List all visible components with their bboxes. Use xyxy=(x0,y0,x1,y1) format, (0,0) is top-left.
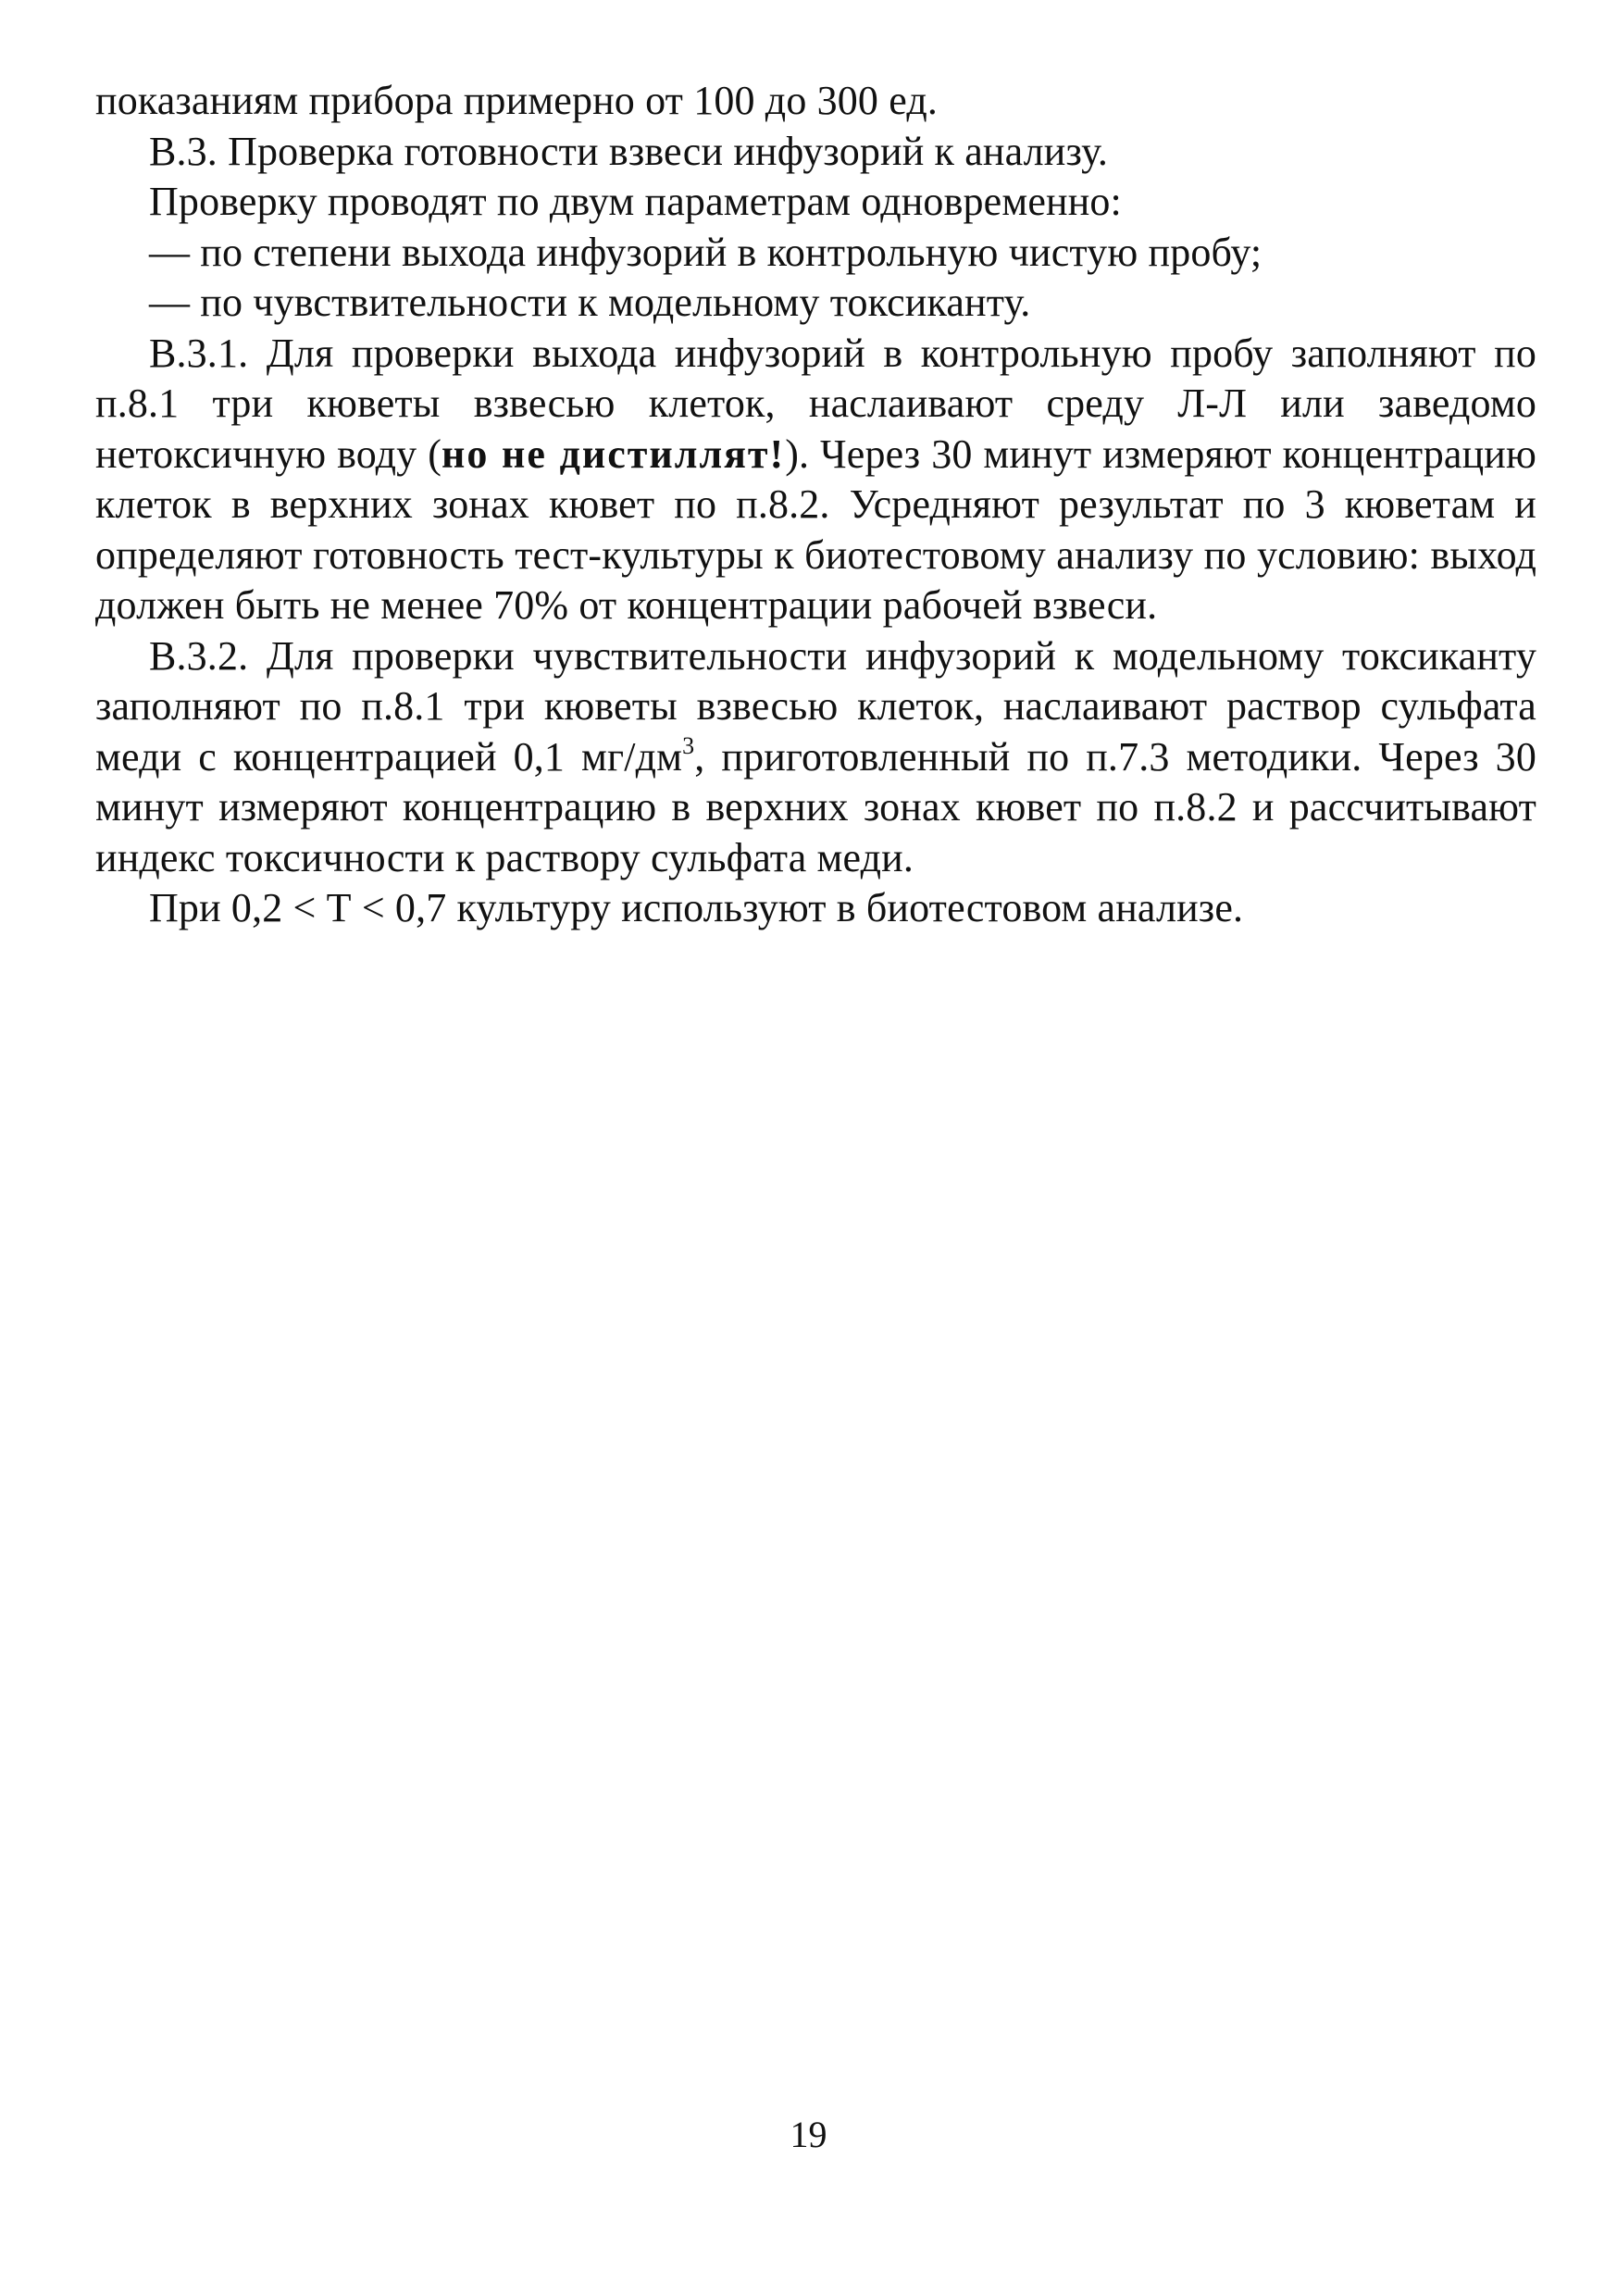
paragraph-b31-text-start: В.3.1. Для проверки выхода инфузорий в контрольную пробу заполняют по п.8.1 три кюветы взвесью клеток, наслаивают среду Л-Л или заведомо нетоксичную воду ( xyxy=(95,330,1536,477)
superscript: 3 xyxy=(682,731,695,759)
paragraph-b32-text-end: , приготовленный по п.7.3 методики. Через 30 минут измеряют концентрацию в верхних зонах кювет по п.8.2 и рассчитывают индекс токсичности к раствору сульфата меди. xyxy=(95,733,1536,880)
bold-emphasis: но не дистиллят! xyxy=(442,430,786,477)
section-b3-intro: Проверку проводят по двум параметрам одновременно: xyxy=(149,179,1122,224)
body-text xyxy=(95,76,1536,934)
continuation-line: показаниям прибора примерно от 100 до 300 ед. xyxy=(95,78,939,123)
section-heading-b3: В.3. Проверка готовности взвеси инфузорий к анализу. xyxy=(149,128,1108,174)
page-number: 19 xyxy=(790,2114,827,2155)
paragraph-b32 xyxy=(95,631,1536,884)
paragraph-b32-text-start: В.3.2. Для проверки чувствительности инфузорий к модельному токсиканту заполняют по п.8.1 три кюветы взвесью клеток, наслаивают раствор сульфата меди с концентрацией 0,1 мг/дм xyxy=(95,632,1536,780)
closing-line: При 0,2 < Т < 0,7 культуру используют в биотестовом анализе. xyxy=(149,885,1244,930)
list-item: — по степени выхода инфузорий в контрольную чистую пробу; xyxy=(149,229,1263,275)
list-item: — по чувствительности к модельному токсиканту. xyxy=(149,280,1031,325)
paragraph-b31-text-end: ). Через 30 минут измеряют концентрацию клеток в верхних зонах кювет по п.8.2. Усредняют результат по 3 кюветам и определяют готовность тест-культуры к биотестовому анализу по условию: выход должен быть не менее 70% от концентрации рабочей взвеси. xyxy=(95,430,1537,628)
paragraph-b31 xyxy=(95,329,1536,631)
